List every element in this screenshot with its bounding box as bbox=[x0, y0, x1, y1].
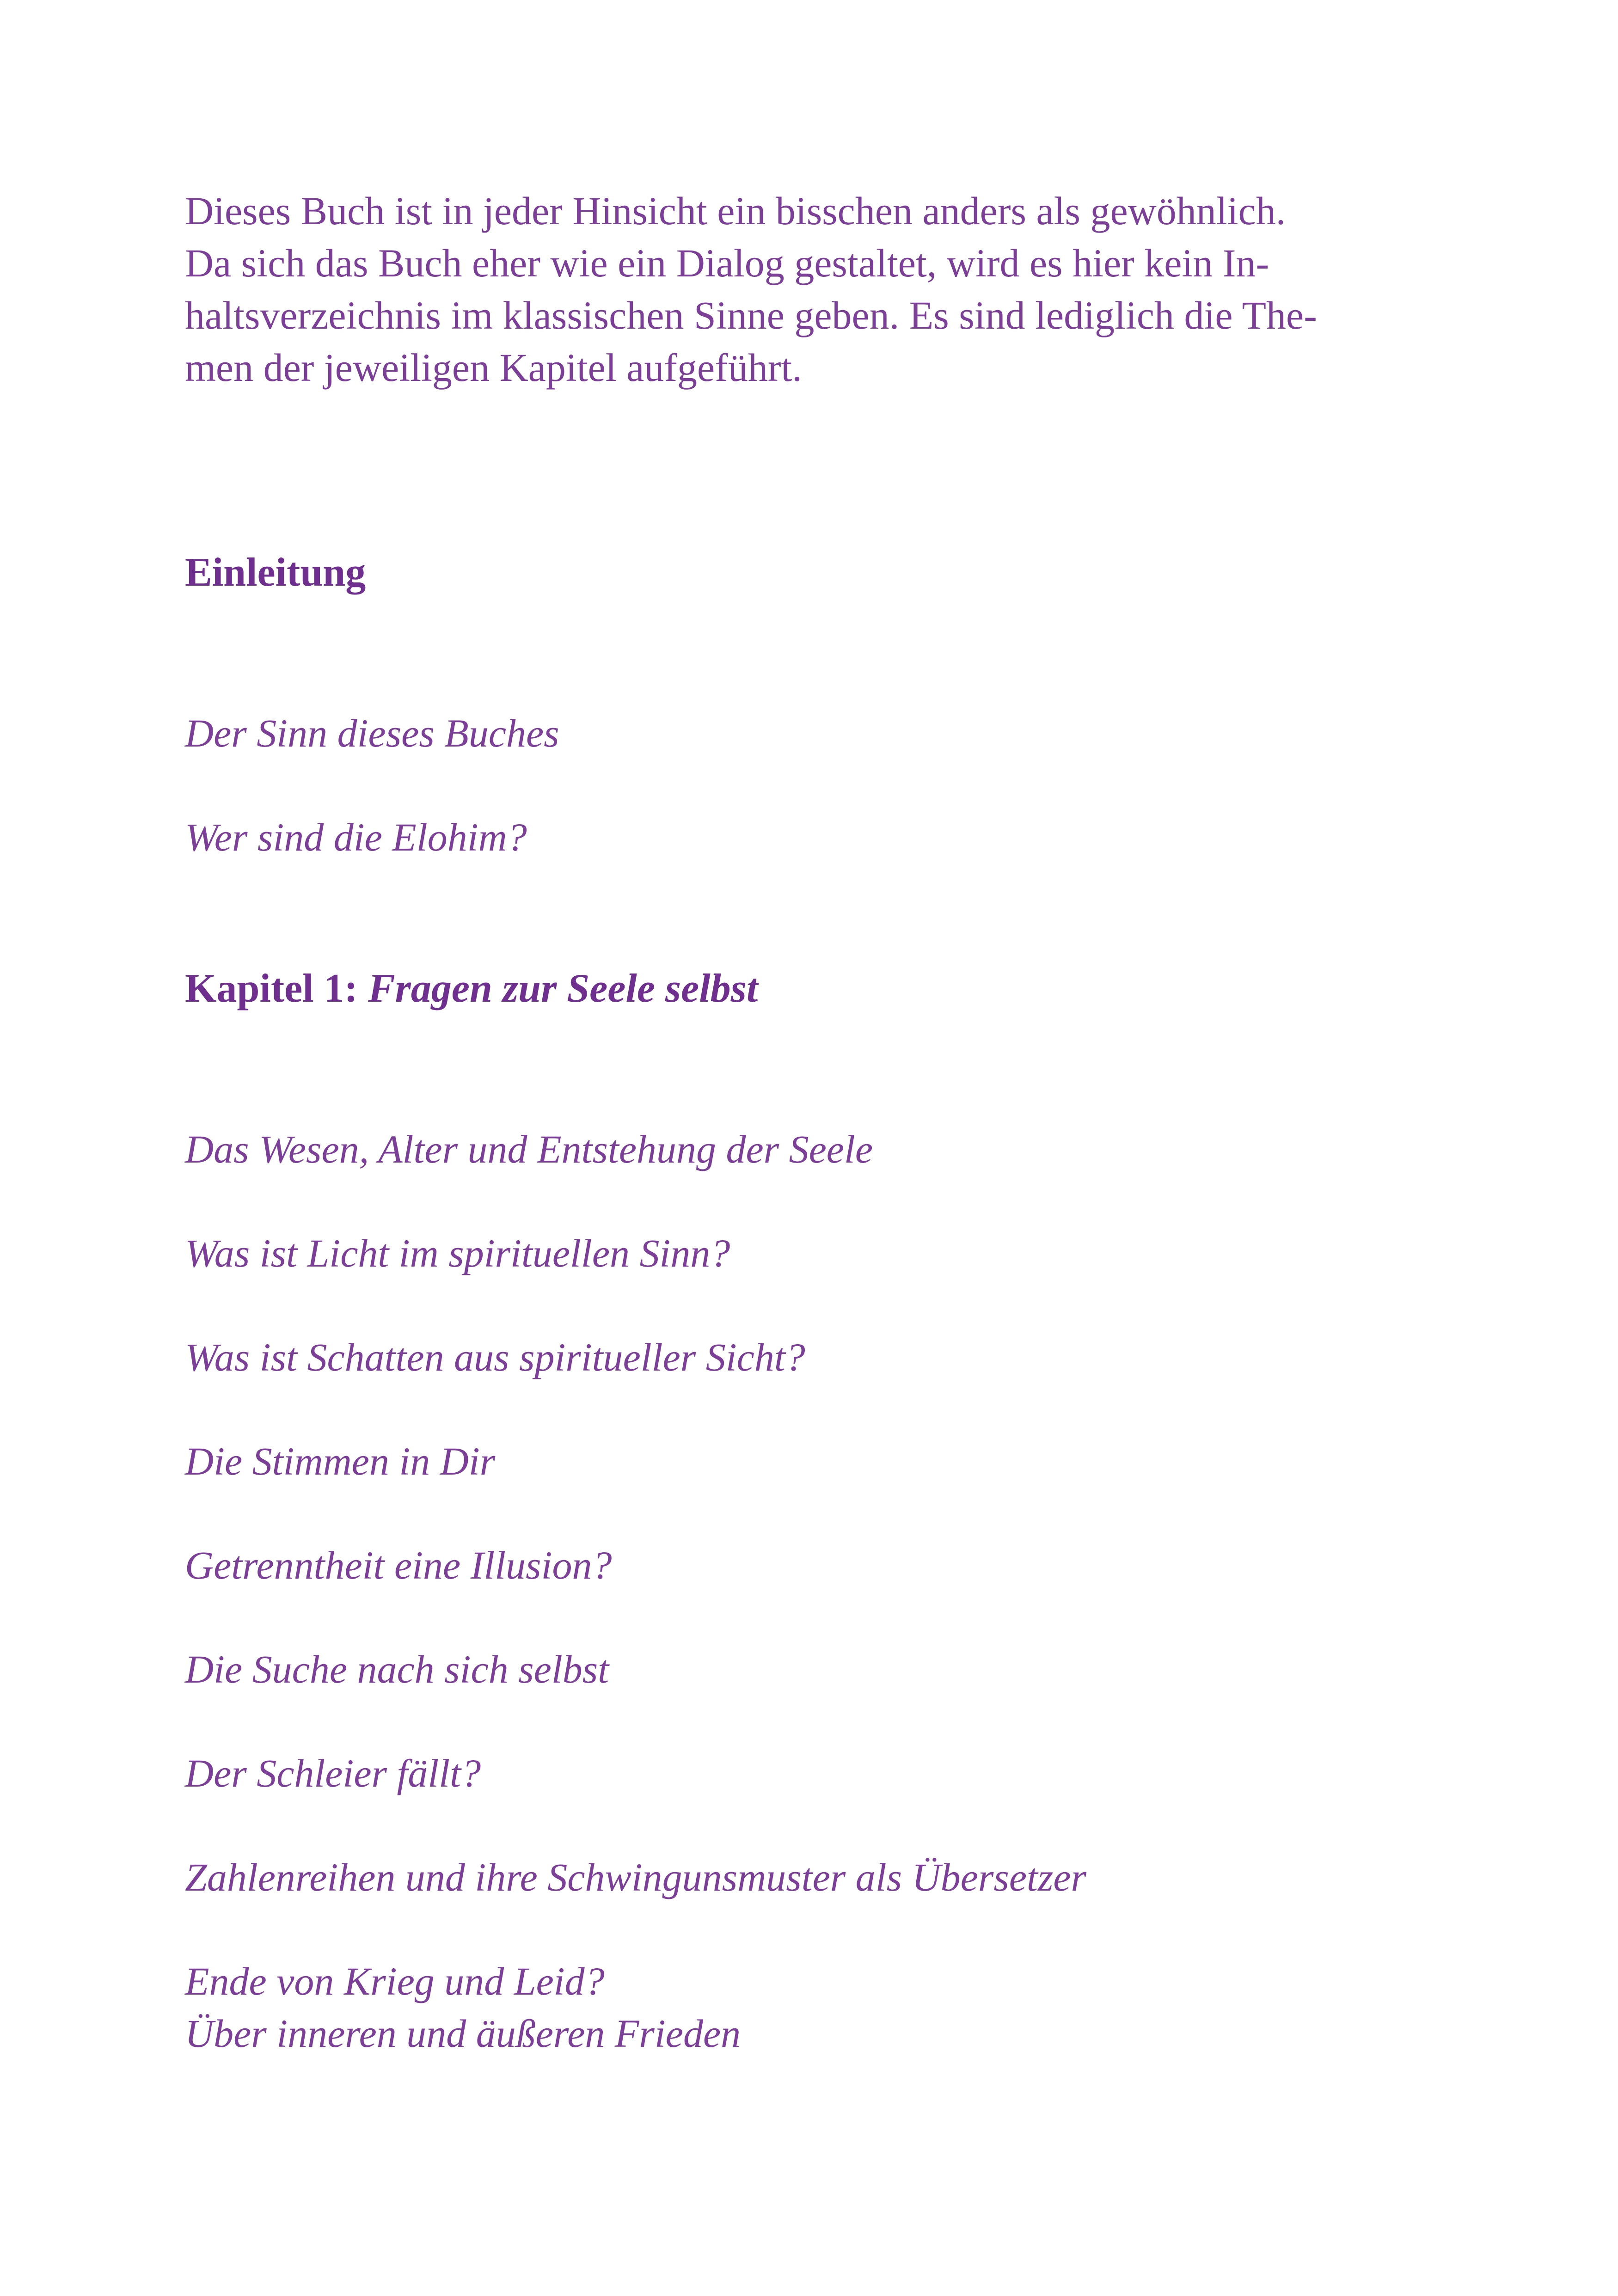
intro-line: men der jeweiligen Kapitel aufgeführt. bbox=[185, 345, 802, 390]
toc-entry-label: Der Sinn dieses Buches bbox=[185, 711, 559, 755]
toc-entry-label-continued: Über inneren und äußeren Frieden bbox=[185, 2011, 741, 2056]
toc-entry bbox=[185, 1227, 730, 1280]
toc-entry-label: Wer sind die Elohim? bbox=[185, 815, 527, 859]
toc-entry bbox=[185, 1539, 612, 1592]
toc-entry-label: Getrenntheit eine Illusion? bbox=[185, 1543, 612, 1587]
toc-entry-label: Ende von Krieg und Leid? bbox=[185, 1959, 605, 2003]
toc-entry-label: Was ist Licht im spirituellen Sinn? bbox=[185, 1231, 730, 1275]
toc-entry-label: Was ist Schatten aus spiritueller Sicht? bbox=[185, 1335, 805, 1379]
toc-entry bbox=[185, 1851, 1086, 1904]
toc-entry bbox=[185, 1435, 495, 1488]
section-heading-einleitung bbox=[185, 549, 366, 596]
intro-paragraph bbox=[185, 185, 1442, 394]
toc-entry bbox=[185, 811, 527, 863]
toc-entry bbox=[185, 1955, 741, 2060]
toc-entry bbox=[185, 1643, 609, 1696]
intro-line: Dieses Buch ist in jeder Hinsicht ein bisschen anders als gewöhnlich. bbox=[185, 189, 1286, 233]
intro-line: haltsverzeichnis im klassischen Sinne geben. Es sind lediglich die The- bbox=[185, 293, 1317, 337]
toc-entry bbox=[185, 1331, 805, 1384]
section-heading-label: Einleitung bbox=[185, 550, 366, 595]
chapter-title: Fragen zur Seele selbst bbox=[368, 966, 758, 1011]
toc-entry-label: Die Stimmen in Dir bbox=[185, 1439, 496, 1483]
toc-entry bbox=[185, 1747, 481, 1800]
section-heading-kapitel-1 bbox=[185, 965, 758, 1012]
toc-entry-label: Der Schleier fällt? bbox=[185, 1751, 481, 1795]
chapter-number: Kapitel 1: bbox=[185, 966, 358, 1011]
toc-entry-label: Die Suche nach sich selbst bbox=[185, 1647, 609, 1691]
toc-entry-label: Das Wesen, Alter und Entstehung der Seele bbox=[185, 1127, 873, 1171]
toc-entry bbox=[185, 1123, 873, 1176]
toc-entry bbox=[185, 707, 559, 759]
toc-entry-label: Zahlenreihen und ihre Schwingunsmuster als Übersetzer bbox=[185, 1855, 1086, 1899]
intro-line: Da sich das Buch eher wie ein Dialog gestaltet, wird es hier kein In- bbox=[185, 241, 1269, 285]
